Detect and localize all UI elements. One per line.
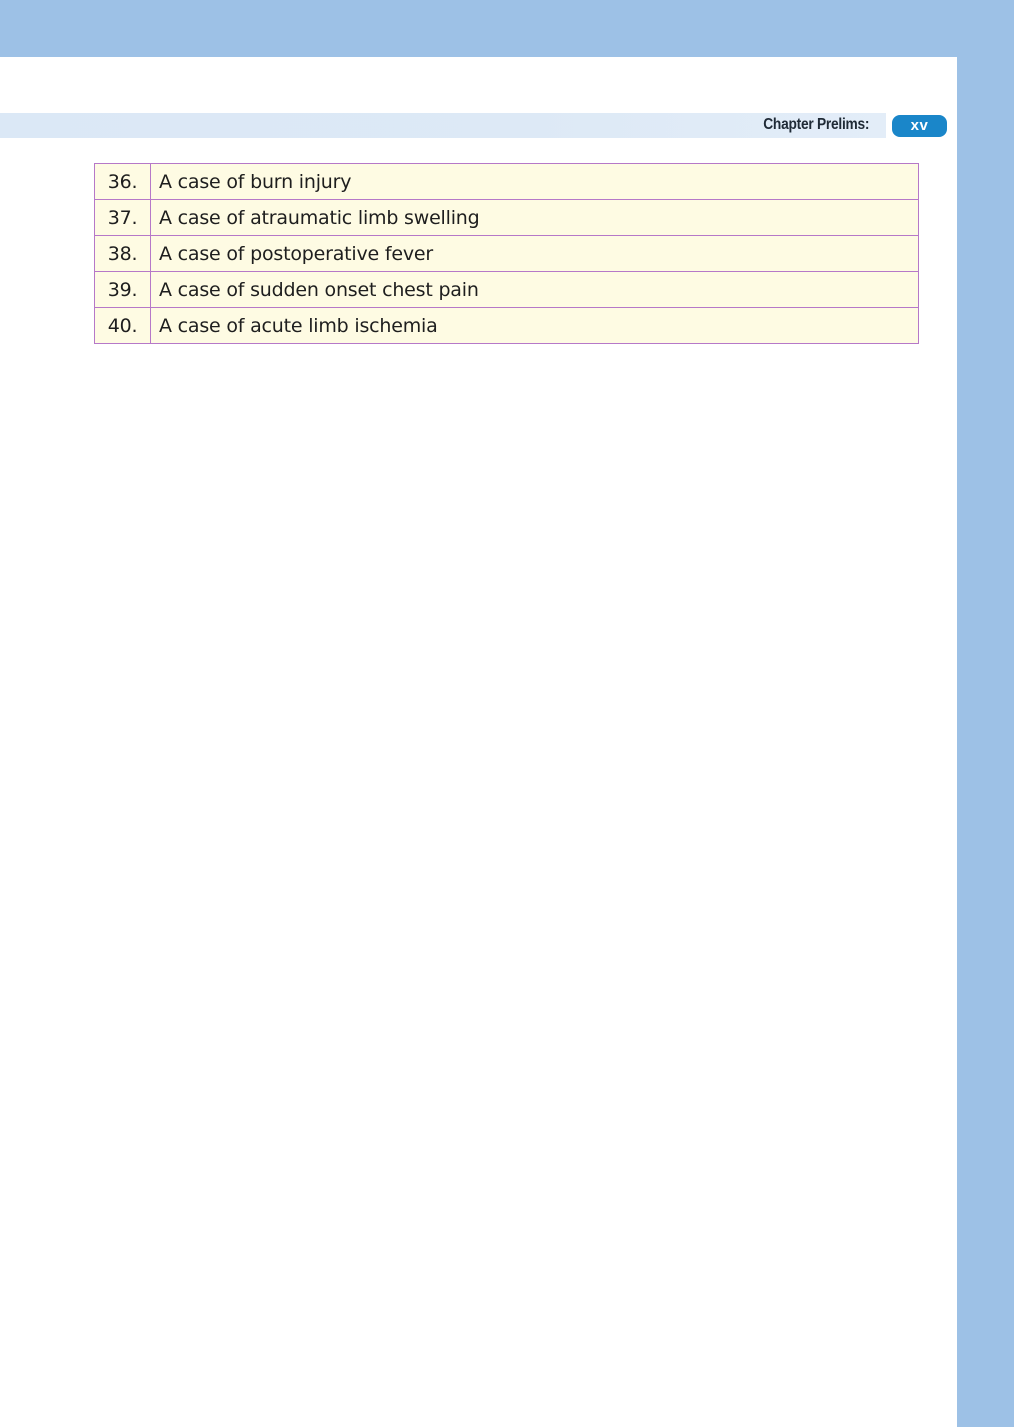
table-row (95, 200, 919, 236)
case-title: A case of atraumatic limb swelling (151, 200, 919, 236)
case-title: A case of sudden onset chest pain (151, 272, 919, 308)
case-title: A case of postoperative fever (151, 236, 919, 272)
case-number: 39. (95, 272, 151, 308)
header-strip (0, 113, 886, 138)
table-row (95, 272, 919, 308)
table-row (95, 236, 919, 272)
case-title: A case of acute limb ischemia (151, 308, 919, 344)
case-title: A case of burn injury (151, 164, 919, 200)
right-color-band (957, 0, 1014, 1427)
running-head: Chapter Prelims: (763, 116, 869, 133)
table-row (95, 164, 919, 200)
case-number: 40. (95, 308, 151, 344)
case-number: 37. (95, 200, 151, 236)
table-row (95, 308, 919, 344)
case-list-table (94, 163, 919, 344)
case-number: 36. (95, 164, 151, 200)
top-color-band (0, 0, 1014, 57)
case-number: 38. (95, 236, 151, 272)
page-number-badge: xv (892, 115, 947, 137)
